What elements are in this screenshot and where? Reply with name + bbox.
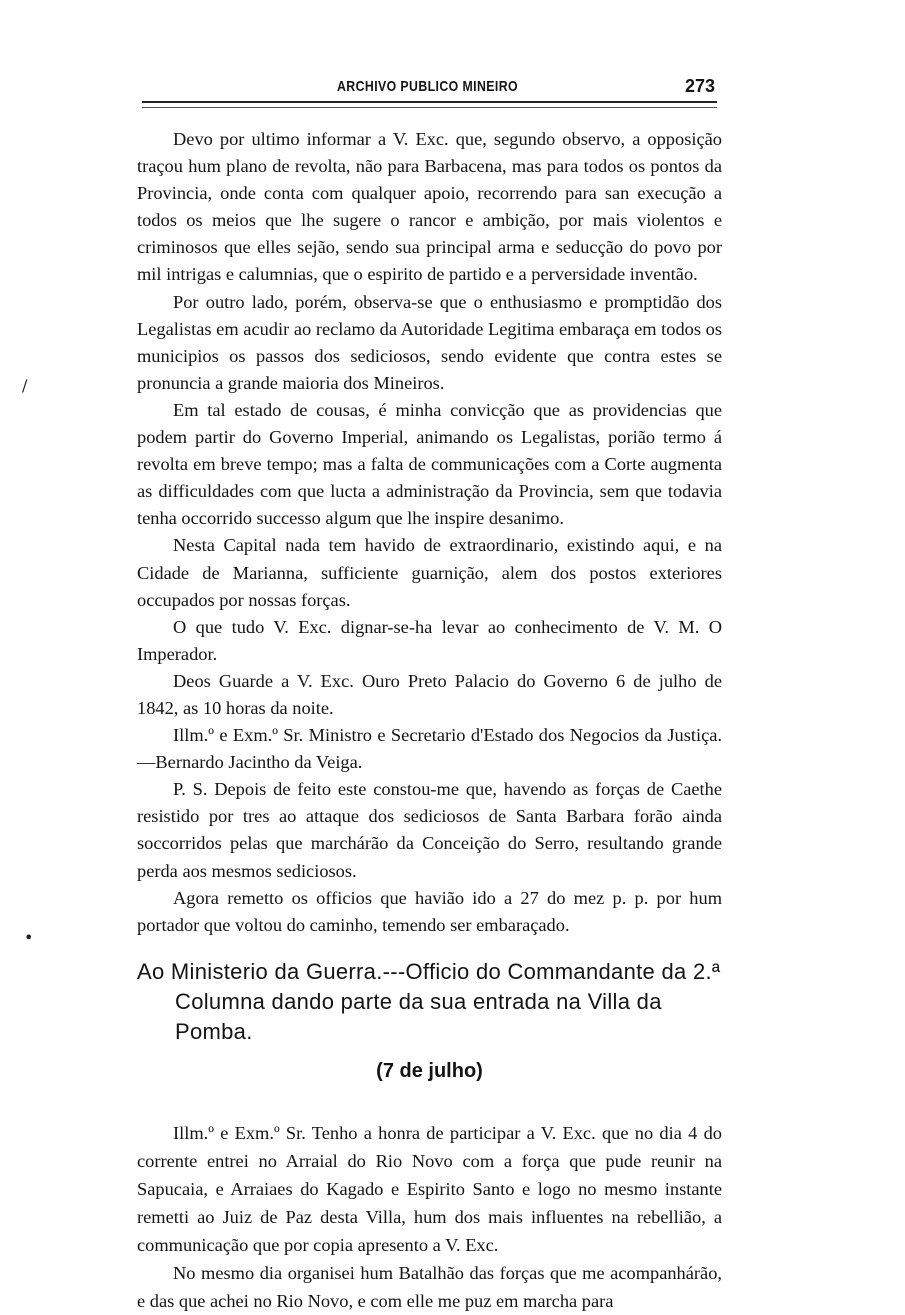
- paragraph: Illm.º e Exm.º Sr. Ministro e Secretario d'Estado dos Negocios da Justiça.—Bernardo Jacintho da Veiga.: [137, 725, 722, 773]
- page-header: [140, 78, 715, 100]
- paragraph: Agora remetto os officios que havião ido a 27 do mez p. p. por hum portador que voltou do caminho, temendo ser embaraçado.: [137, 887, 722, 935]
- paragraph: Em tal estado de cousas, é minha convicção que as providencias que podem partir do Governo Imperial, animando os Legalistas, porião termo á revolta em breve tempo; mas a falta de communicações com a Corte augmenta as difficuldades com que lucta a administração da Provincia, sem que todavia tenha occorrido successo algum que lhe inspire desanimo.: [137, 399, 722, 529]
- paragraph: Nesta Capital nada tem havido de extraordinario, existindo aqui, e na Cidade de Marianna, sufficiente guarnição, alem dos postos exteriores occupados por nossas forças.: [137, 535, 722, 610]
- paragraph: Devo por ultimo informar a V. Exc. que, segundo observo, a opposição traçou hum plano de revolta, não para Barbacena, mas para todos os pontos da Provincia, onde conta com qualquer apoio, recorrendo para san execução a todos os meios que lhe sugere o rancor e ambição, por mais violentos e criminosos que elles sejão, sendo sua principal arma e seducção do povo por mil intrigas e calumnias, que o espirito de partido e a perversidade inventão.: [137, 129, 722, 285]
- paragraph: O que tudo V. Exc. dignar-se-ha levar ao conhecimento de V. M. O Imperador.: [137, 616, 722, 664]
- running-head: ARCHIVO PUBLICO MINEIRO: [337, 78, 518, 95]
- letter-body-2: [137, 1119, 722, 1315]
- paragraph: Por outro lado, porém, observa-se que o enthusiasmo e promptidão dos Legalistas em acudir ao reclamo da Autoridade Legitima embaraça em todos os municipios os passos dos sediciosos, sendo evidente que contra estes se pronuncia a grande maioria dos Mineiros.: [137, 291, 722, 393]
- paragraph: Illm.º e Exm.º Sr. Tenho a honra de participar a V. Exc. que no dia 4 do corrente entrei no Arraial do Rio Novo com a força que pude reunir na Sapucaia, e Arraiaes do Kagado e Espirito Santo e logo no mesmo instante remetti ao Juiz de Paz desta Villa, hum dos mais influentes na rebellião, a communicação que por copia apresento a V. Exc.: [137, 1123, 722, 1255]
- letter-body: [137, 126, 722, 939]
- section-heading: [137, 957, 722, 1047]
- margin-mark: /: [22, 376, 28, 395]
- paragraph: P. S. Depois de feito este constou-me que, havendo as forças de Caethe resistido por tres ao attaque dos sediciosos de Santa Barbara forão ainda soccorridos pelas que marchárão da Conceição do Serro, resultando grande perda aos mesmos sediciosos.: [137, 779, 722, 881]
- paragraph: Deos Guarde a V. Exc. Ouro Preto Palacio do Governo 6 de julho de 1842, as 10 horas da noite.: [137, 670, 722, 718]
- section-heading-line: Columna dando parte da sua entrada na Villa da: [175, 989, 662, 1014]
- header-rule: [142, 101, 717, 108]
- section-heading-line: Ao Ministerio da Guerra.---Officio do Commandante da 2.ª: [137, 959, 721, 984]
- paragraph: No mesmo dia organisei hum Batalhão das forças que me acompanhárão, e das que achei no Rio Novo, e com elle me puz em marcha para: [137, 1263, 722, 1311]
- section-date: (7 de julho): [376, 1060, 483, 1082]
- page-number: 273: [684, 76, 715, 96]
- section-heading-line: Pomba.: [175, 1019, 253, 1044]
- margin-mark: •: [24, 928, 34, 947]
